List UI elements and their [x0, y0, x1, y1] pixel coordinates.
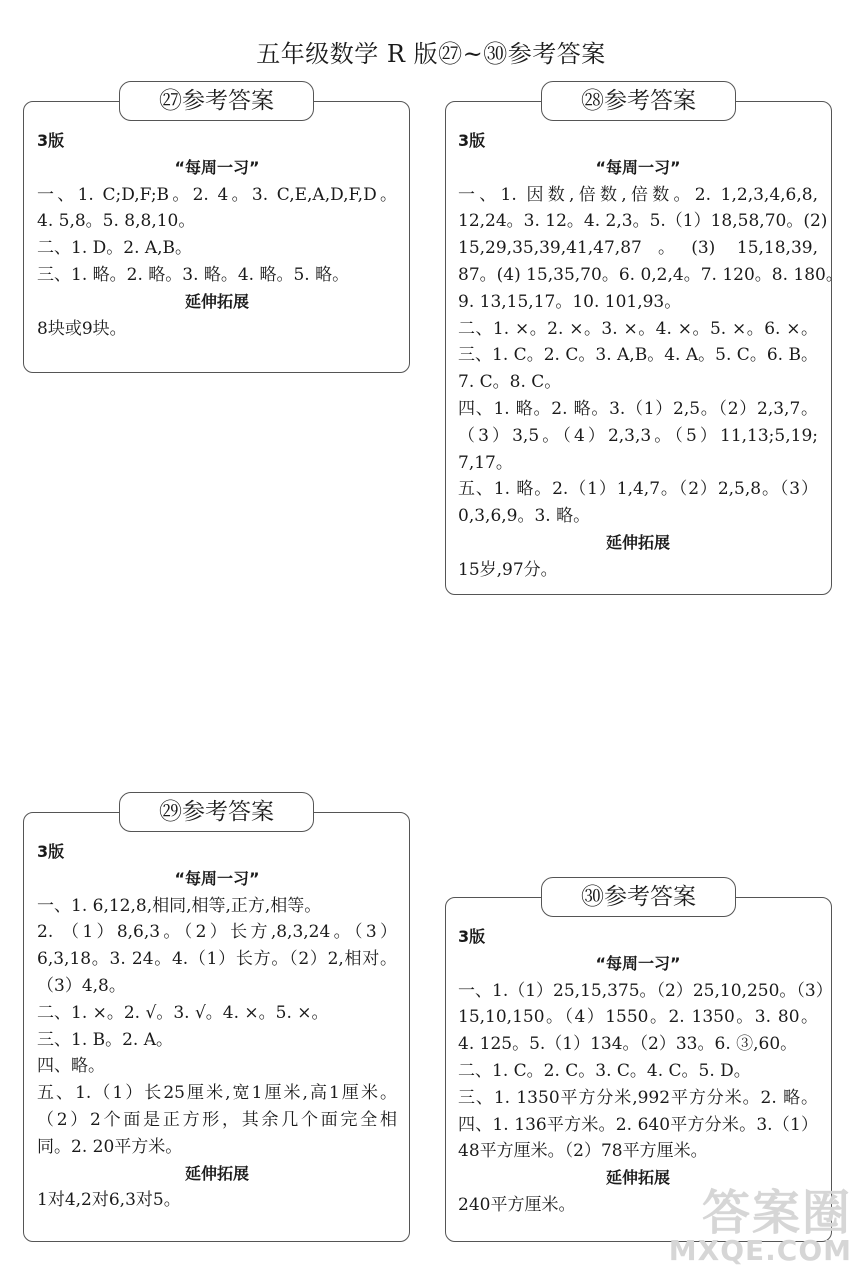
- answer-line: 6,3,18。3. 24。4.（1）长方。（2）2,相对。: [37, 949, 397, 970]
- answer-line: 0,3,6,9。3. 略。: [458, 506, 591, 527]
- answer-line: 7. C。8. C。: [458, 372, 562, 393]
- section-title-weekly: “每周一习”: [174, 868, 260, 888]
- answer-line: 三、1. 略。2. 略。3. 略。4. 略。5. 略。: [37, 264, 350, 285]
- answer-line: 4. 5,8。5. 8,8,10。: [37, 211, 196, 232]
- answer-line: （2）2个面是正方形，其余几个面完全相: [37, 1109, 397, 1130]
- answer-line: 四、1. 略。2. 略。3.（1）2,5。（2）2,3,7。: [458, 398, 818, 419]
- watermark-cn: 答案圈: [701, 1185, 852, 1241]
- answer-line: 一、1.（1）25,15,375。（2）25,10,250。（3）: [458, 980, 833, 1001]
- extension-answer: 1对4,2对6,3对5。: [37, 1190, 181, 1211]
- section-title-weekly: “每周一习”: [174, 157, 260, 177]
- card-body-28: [458, 128, 843, 584]
- answer-line: 三、1. C。2. C。3. A,B。4. A。5. C。6. B。: [458, 345, 818, 366]
- answer-line: 二、1. ×。2. √。3. √。4. ×。5. ×。: [37, 1002, 329, 1023]
- edition-label: 3版: [37, 842, 65, 861]
- section-title-weekly: “每周一习”: [595, 953, 681, 973]
- card-body-27: [37, 128, 397, 342]
- extension-answer: 15岁,97分。: [458, 559, 558, 580]
- answer-line: 五、1.（1）长25厘米,宽1厘米,高1厘米。: [37, 1083, 397, 1104]
- edition-label: 3版: [37, 131, 65, 150]
- extension-answer: 8块或9块。: [37, 318, 127, 339]
- answer-line: 二、1. C。2. C。3. C。4. C。5. D。: [458, 1060, 751, 1081]
- answer-line: 一、1. C;D,F;B。2. 4。3. C,E,A,D,F,D。: [37, 184, 397, 205]
- answer-line: 五、1. 略。2.（1）1,4,7。（2）2,5,8。（3）: [458, 479, 818, 500]
- answer-line: 2. （1）8,6,3。（2）长方,8,3,24。（3）: [37, 922, 397, 943]
- answer-line: 87。(4) 15,35,70。6. 0,2,4。7. 120。8. 180。: [458, 264, 843, 285]
- section-title-extension: 延伸拓展: [605, 1168, 670, 1188]
- answer-line: 一、1. 因数,倍数,倍数。2. 1,2,3,4,6,8,: [458, 184, 818, 205]
- card-tab-30: ㉚参考答案: [541, 877, 736, 917]
- answer-line: （3）4,8。: [37, 975, 126, 996]
- card-tab-29: ㉙参考答案: [119, 792, 314, 832]
- answer-line: 四、1. 136平方米。2. 640平方分米。3.（1）: [458, 1114, 818, 1135]
- answer-line: 同。2. 20平方米。: [37, 1136, 183, 1157]
- answer-line: （3）3,5。（4）2,3,3。（5）11,13;5,19;: [458, 425, 818, 446]
- section-title-weekly: “每周一习”: [595, 157, 681, 177]
- edition-label: 3版: [458, 131, 486, 150]
- answer-line: 48平方厘米。（2）78平方厘米。: [458, 1141, 708, 1162]
- answer-line: 12,24。3. 12。4. 2,3。5.（1）18,58,70。(2): [458, 211, 828, 232]
- answer-line: 7,17。: [458, 452, 513, 473]
- section-title-extension: 延伸拓展: [184, 1163, 249, 1183]
- section-title-extension: 延伸拓展: [605, 532, 670, 552]
- answer-line: 三、1. 1350平方分米,992平方分米。2. 略。: [458, 1087, 818, 1108]
- answer-line: 15,10,150。（4）1550。2. 1350。3. 80。: [458, 1007, 818, 1028]
- answer-line: 二、1. D。2. A,B。: [37, 238, 193, 259]
- edition-label: 3版: [458, 927, 486, 946]
- card-tab-28: ㉘参考答案: [541, 81, 736, 121]
- answer-line: 15,29,35,39,41,47,87。(3) 15,18,39,: [458, 238, 818, 259]
- answer-line: 4. 125。5.（1）134。（2）33。6. ③,60。: [458, 1034, 798, 1055]
- watermark-url: MXQE.COM: [668, 1234, 852, 1267]
- extension-answer: 240平方厘米。: [458, 1194, 576, 1215]
- section-title-extension: 延伸拓展: [184, 291, 249, 311]
- answer-line: 二、1. ×。2. ×。3. ×。4. ×。5. ×。6. ×。: [458, 318, 818, 339]
- answer-line: 四、略。: [37, 1056, 105, 1077]
- answer-line: 一、1. 6,12,8,相同,相等,正方,相等。: [37, 895, 322, 916]
- watermark-logo: [668, 1185, 852, 1267]
- answer-line: 三、1. B。2. A。: [37, 1029, 174, 1050]
- page-title: 五年级数学 R 版㉗~㉚参考答案: [256, 40, 606, 68]
- card-body-29: [37, 839, 397, 1214]
- card-tab-27: ㉗参考答案: [119, 81, 314, 121]
- answer-line: 9. 13,15,17。10. 101,93。: [458, 291, 682, 312]
